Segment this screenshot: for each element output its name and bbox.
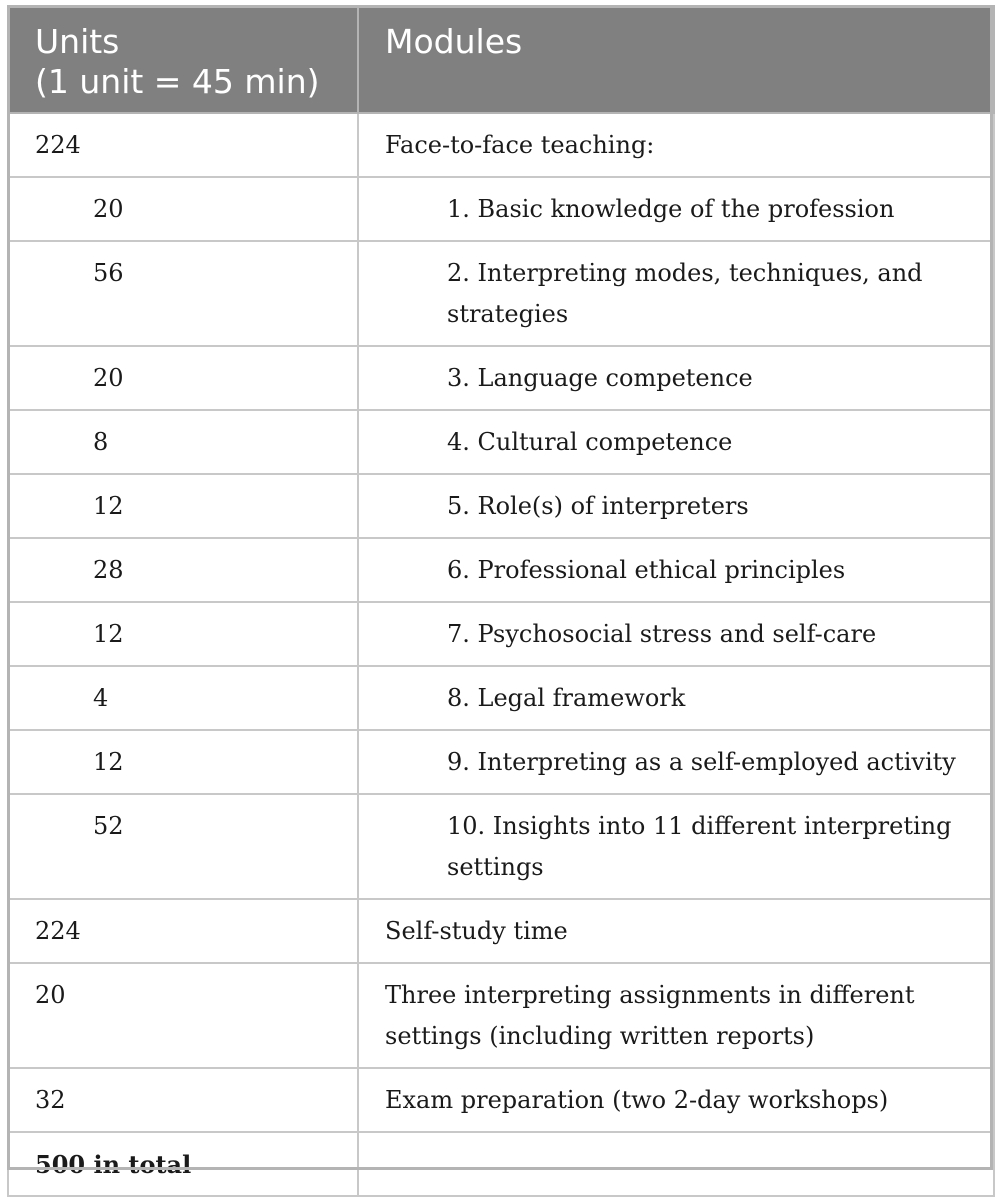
units-cell: 28: [8, 538, 358, 602]
header-row: [8, 6, 994, 113]
modules-column-header: Modules: [358, 6, 994, 113]
units-cell: 32: [8, 1068, 358, 1132]
units-cell: 224: [8, 113, 358, 177]
table-row: [8, 177, 994, 241]
table-row: [8, 666, 994, 730]
units-cell: 20: [8, 346, 358, 410]
module-cell: Exam preparation (two 2-day workshops): [358, 1068, 994, 1132]
table-header: [8, 6, 994, 113]
table-row: [8, 538, 994, 602]
table-row: [8, 730, 994, 794]
curriculum-table-container: [7, 5, 993, 1197]
total-units-cell: 500 in total: [8, 1132, 358, 1196]
table-row: [8, 602, 994, 666]
module-cell: 9. Interpreting as a self-employed activity: [358, 730, 994, 794]
units-cell: 8: [8, 410, 358, 474]
module-cell: 4. Cultural competence: [358, 410, 994, 474]
units-cell: 20: [8, 177, 358, 241]
table-row: [8, 410, 994, 474]
units-cell: 12: [8, 730, 358, 794]
units-cell: 4: [8, 666, 358, 730]
units-header-line2: (1 unit = 45 min): [35, 62, 320, 101]
module-cell: Three interpreting assignments in different settings (including written reports): [358, 963, 994, 1068]
units-cell: 20: [8, 963, 358, 1068]
units-cell: 224: [8, 899, 358, 963]
module-cell: 10. Insights into 11 different interpreting settings: [358, 794, 994, 899]
table-row: [8, 794, 994, 899]
units-column-header: [8, 6, 358, 113]
module-cell: Self-study time: [358, 899, 994, 963]
table-row: [8, 346, 994, 410]
table-row: [8, 113, 994, 177]
total-module-cell: [358, 1132, 994, 1196]
total-row: [8, 1132, 994, 1196]
module-cell: 7. Psychosocial stress and self-care: [358, 602, 994, 666]
table-row: [8, 474, 994, 538]
units-cell: 12: [8, 602, 358, 666]
module-cell: 6. Professional ethical principles: [358, 538, 994, 602]
table-body: [8, 113, 994, 1196]
units-cell: 56: [8, 241, 358, 346]
units-header-line1: Units: [35, 22, 120, 61]
module-cell: 8. Legal framework: [358, 666, 994, 730]
module-cell: 2. Interpreting modes, techniques, and strategies: [358, 241, 994, 346]
module-cell: Face-to-face teaching:: [358, 113, 994, 177]
table-row: [8, 1068, 994, 1132]
table-row: [8, 899, 994, 963]
table-row: [8, 963, 994, 1068]
module-cell: 3. Language competence: [358, 346, 994, 410]
units-cell: 12: [8, 474, 358, 538]
module-cell: 5. Role(s) of interpreters: [358, 474, 994, 538]
curriculum-table: [7, 5, 995, 1197]
table-row: [8, 241, 994, 346]
module-cell: 1. Basic knowledge of the profession: [358, 177, 994, 241]
units-cell: 52: [8, 794, 358, 899]
